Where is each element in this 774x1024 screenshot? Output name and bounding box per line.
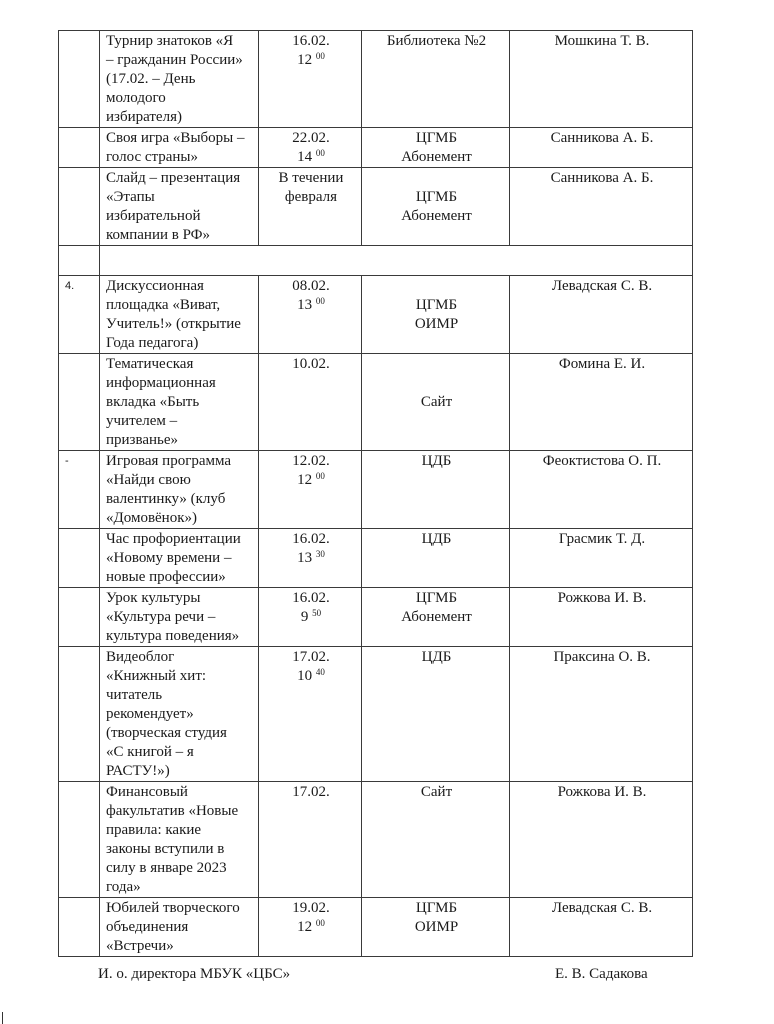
event-title-line: вкладка «Быть [106, 394, 200, 410]
cell-responsible [510, 276, 693, 354]
table-row [59, 529, 693, 588]
cell-date [259, 782, 362, 898]
event-time-hours: 13 [297, 297, 313, 313]
event-title-line: новые профессии» [106, 569, 226, 585]
cell-place [362, 529, 510, 588]
table-row [59, 276, 693, 354]
event-title-line: факультатив «Новые [106, 803, 239, 819]
cell-event [100, 898, 259, 957]
event-place-line: ОИМР [414, 316, 459, 332]
event-title-line: голос страны» [106, 149, 199, 165]
event-place-line: ЦДБ [421, 649, 452, 665]
row-number: 4. [65, 280, 75, 292]
event-place-line: Абонемент [401, 208, 472, 224]
event-title-line: читатель [106, 687, 163, 703]
event-time [265, 471, 357, 490]
cell-number [59, 246, 100, 276]
event-title-line: «Культура речи – [106, 609, 216, 625]
events-table [58, 30, 693, 957]
cell-responsible [510, 647, 693, 782]
table-row [59, 451, 693, 529]
responsible-person: Санникова А. Б. [550, 170, 654, 186]
table-row [59, 128, 693, 168]
event-time [265, 667, 357, 686]
event-date: 22.02. [292, 130, 330, 146]
event-date-line2: февраля [284, 189, 338, 205]
event-title-line: Видеоблог [106, 649, 175, 665]
event-title-line: законы вступили в [106, 841, 225, 857]
responsible-person: Грасмик Т. Д. [558, 531, 646, 547]
event-place-line: Абонемент [401, 609, 472, 625]
separator-row [59, 246, 693, 276]
cell-date [259, 588, 362, 647]
responsible-person: Праксина О. В. [553, 649, 651, 665]
cell-number [59, 128, 100, 168]
event-title-line: «С книгой – я [106, 744, 194, 760]
cell-date [259, 168, 362, 246]
responsible-person: Левадская С. В. [551, 278, 653, 294]
table-row [59, 588, 693, 647]
event-title-line: «Найди свою [106, 472, 191, 488]
cell-number [59, 898, 100, 957]
table-row [59, 168, 693, 246]
event-title-line: Игровая программа [106, 453, 232, 469]
event-title-line: учителем – [106, 413, 178, 429]
cell-event [100, 647, 259, 782]
responsible-person: Левадская С. В. [551, 900, 653, 916]
footer [0, 966, 774, 988]
cell-place [362, 354, 510, 451]
event-time-hours: 13 [297, 550, 313, 566]
footer-signatory: Е. В. Садакова [555, 966, 648, 982]
cell-date [259, 354, 362, 451]
event-title-line: года» [106, 879, 141, 895]
event-date: 17.02. [292, 649, 330, 665]
event-title-line: молодого [106, 90, 166, 106]
event-title-line: призванье» [106, 432, 179, 448]
event-date: 16.02. [292, 531, 330, 547]
cell-event [100, 529, 259, 588]
table-row [59, 31, 693, 128]
event-time-minutes: 50 [312, 608, 322, 618]
cell-responsible [510, 898, 693, 957]
cell-date [259, 276, 362, 354]
cell-number [59, 647, 100, 782]
event-title-line: объединения [106, 919, 189, 935]
table-row [59, 647, 693, 782]
cell-number [59, 276, 100, 354]
event-time [265, 148, 357, 167]
cell-place [362, 276, 510, 354]
cell-date [259, 898, 362, 957]
event-title-line: «Домовёнок») [106, 510, 197, 526]
cell-place [362, 782, 510, 898]
event-time [265, 296, 357, 315]
event-date: 12.02. [292, 453, 330, 469]
cell-responsible [510, 588, 693, 647]
event-title-line: Слайд – презентация [106, 170, 241, 186]
event-title-line: Дискуссионная [106, 278, 204, 294]
row-number: - [65, 455, 69, 467]
cell-place [362, 647, 510, 782]
event-place-line: ЦГМБ [415, 297, 458, 313]
event-place-line: ЦГМБ [415, 590, 458, 606]
cell-event [100, 31, 259, 128]
event-date: 08.02. [292, 278, 330, 294]
event-time [265, 51, 357, 70]
event-time-minutes: 00 [315, 148, 325, 158]
event-time-hours: 12 [297, 52, 313, 68]
event-title-line: Урок культуры [106, 590, 201, 606]
event-time-minutes: 30 [315, 549, 325, 559]
event-place-line: Сайт [420, 394, 453, 410]
cell-event [100, 354, 259, 451]
cell-place [362, 31, 510, 128]
event-title-line: избирателя) [106, 109, 182, 125]
event-place-line: ЦГМБ [415, 900, 458, 916]
cell-number [59, 168, 100, 246]
cell-event [100, 451, 259, 529]
event-time [265, 549, 357, 568]
event-title-line: РАСТУ!») [106, 763, 170, 779]
responsible-person: Санникова А. Б. [550, 130, 654, 146]
event-time [265, 608, 357, 627]
cell-responsible [510, 354, 693, 451]
event-title-line: «Книжный хит: [106, 668, 207, 684]
cell-number [59, 529, 100, 588]
event-place-line: ОИМР [414, 919, 459, 935]
event-place-line: Абонемент [401, 149, 472, 165]
cell-event [100, 782, 259, 898]
event-place-line: Библиотека №2 [386, 33, 487, 49]
event-place-line: ЦДБ [421, 453, 452, 469]
event-place-line: ЦГМБ [415, 130, 458, 146]
event-title-line: рекомендует» [106, 706, 194, 722]
event-title-line: силу в январе 2023 [106, 860, 227, 876]
cell-responsible [510, 529, 693, 588]
event-title-line: – гражданин России» [106, 52, 243, 68]
responsible-person: Мошкина Т. В. [554, 33, 650, 49]
table-row [59, 354, 693, 451]
event-title-line: Года педагога) [106, 335, 199, 351]
responsible-person: Фомина Е. И. [558, 356, 646, 372]
cell-date [259, 128, 362, 168]
event-time-hours: 9 [300, 609, 309, 625]
cell-event [100, 128, 259, 168]
cell-empty [100, 246, 693, 276]
event-place-line: Сайт [420, 784, 453, 800]
table-row [59, 898, 693, 957]
event-time-hours: 12 [297, 919, 313, 935]
table-row [59, 782, 693, 898]
cell-date [259, 647, 362, 782]
cell-place [362, 898, 510, 957]
event-title-line: Своя игра «Выборы – [106, 130, 245, 146]
event-time [265, 918, 357, 937]
event-place-line: ЦГМБ [415, 189, 458, 205]
event-title-line: Час профориентации [106, 531, 241, 547]
event-title-line: правила: какие [106, 822, 202, 838]
event-title-line: компании в РФ» [106, 227, 211, 243]
cell-responsible [510, 168, 693, 246]
event-title-line: Финансовый [106, 784, 188, 800]
cell-date [259, 529, 362, 588]
cell-responsible [510, 128, 693, 168]
event-title-line: Юбилей творческого [106, 900, 240, 916]
cell-place [362, 128, 510, 168]
cell-responsible [510, 451, 693, 529]
cell-number [59, 451, 100, 529]
responsible-person: Рожкова И. В. [557, 590, 647, 606]
cell-number [59, 588, 100, 647]
event-title-line: (17.02. – День [106, 71, 196, 87]
event-date: 16.02. [292, 590, 330, 606]
event-title-line: информационная [106, 375, 216, 391]
event-title-line: культура поведения» [106, 628, 240, 644]
cell-date [259, 31, 362, 128]
event-title-line: «Этапы [106, 189, 155, 205]
cell-responsible [510, 782, 693, 898]
event-date: В течении [278, 170, 344, 186]
event-place-line: ЦДБ [421, 531, 452, 547]
event-title-line: избирательной [106, 208, 201, 224]
cell-responsible [510, 31, 693, 128]
cell-event [100, 588, 259, 647]
event-date: 19.02. [292, 900, 330, 916]
cell-event [100, 276, 259, 354]
cell-event [100, 168, 259, 246]
responsible-person: Феоктистова О. П. [542, 453, 662, 469]
cell-number [59, 354, 100, 451]
footer-position: И. о. директора МБУК «ЦБС» [98, 966, 291, 982]
event-title-line: «Встречи» [106, 938, 174, 954]
event-title-line: Тематическая [106, 356, 194, 372]
page-edge-mark [2, 1012, 3, 1024]
cell-place [362, 451, 510, 529]
event-time-minutes: 00 [315, 51, 325, 61]
event-date: 10.02. [292, 356, 330, 372]
cell-number [59, 782, 100, 898]
event-time-minutes: 00 [315, 918, 325, 928]
event-title-line: валентинку» (клуб [106, 491, 226, 507]
cell-place [362, 168, 510, 246]
event-date: 16.02. [292, 33, 330, 49]
event-time-hours: 10 [297, 668, 313, 684]
event-title-line: Учитель!» (открытие [106, 316, 241, 332]
event-time-hours: 12 [297, 472, 313, 488]
event-time-minutes: 00 [315, 471, 325, 481]
event-title-line: (творческая студия [106, 725, 227, 741]
event-title-line: Турнир знатоков «Я [106, 33, 234, 49]
event-time-hours: 14 [297, 149, 313, 165]
event-date: 17.02. [292, 784, 330, 800]
cell-date [259, 451, 362, 529]
event-title-line: площадка «Виват, [106, 297, 221, 313]
event-time-minutes: 40 [315, 667, 325, 677]
cell-place [362, 588, 510, 647]
cell-number [59, 31, 100, 128]
event-time-minutes: 00 [315, 296, 325, 306]
event-title-line: «Новому времени – [106, 550, 232, 566]
responsible-person: Рожкова И. В. [557, 784, 647, 800]
